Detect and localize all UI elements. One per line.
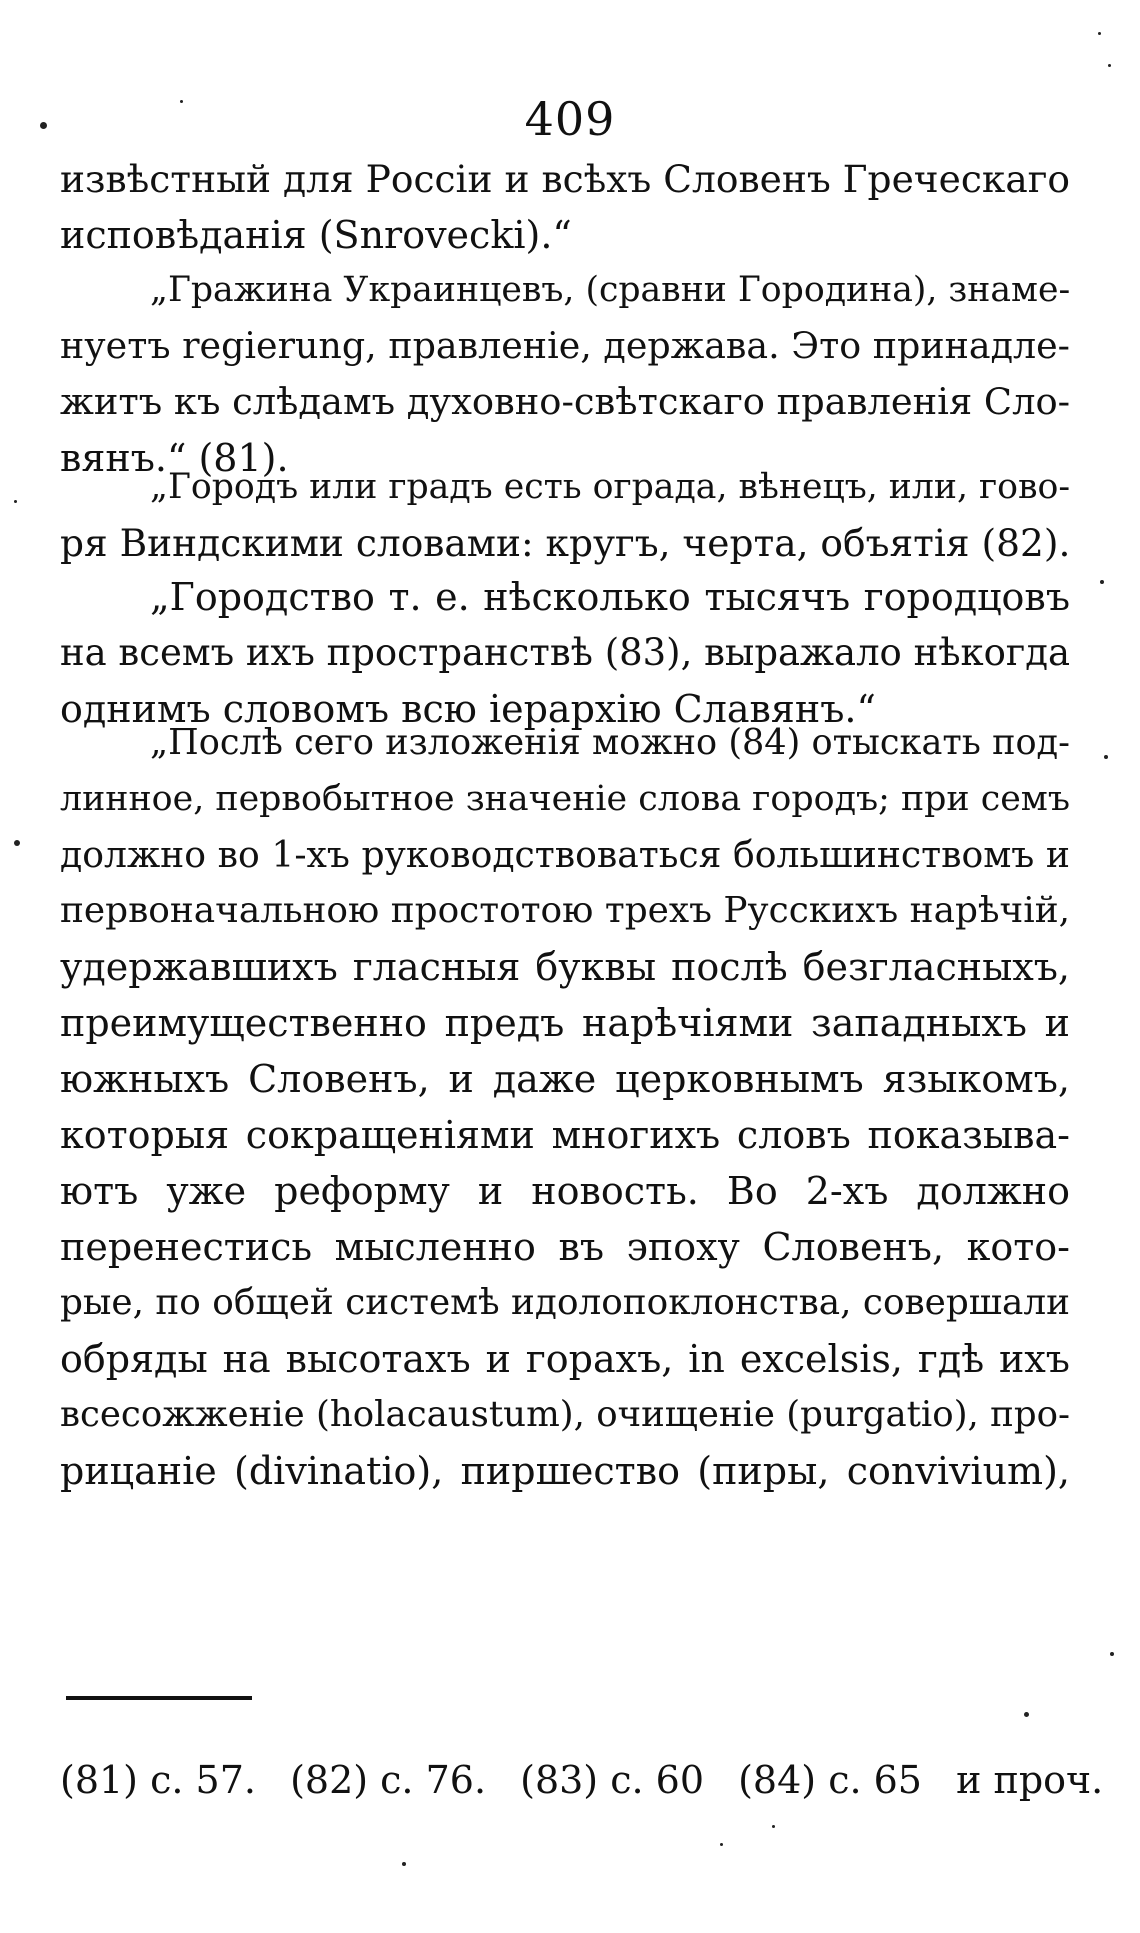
text-line: ря Виндскими словами: кругъ, черта, объятія (82). (60, 521, 1071, 565)
text-line: на всемъ ихъ пространствѣ (83), выражало нѣкогда (60, 631, 1071, 674)
paragraph-2 (60, 262, 1070, 486)
scan-speck (1108, 64, 1111, 67)
text-line: рицаніе (divinatio), пиршество (пиры, convivium), (60, 1449, 1070, 1493)
text-line: „Городъ или градъ есть ограда, вѣнецъ, или, гово- (150, 467, 1071, 507)
text-line: всесожженіе (holacaustum), очищеніе (purgatio), про- (60, 1394, 1070, 1435)
scan-speck (1110, 1652, 1114, 1656)
scan-speck (14, 500, 17, 503)
text-line: обряды на высотахъ и горахъ, in excelsis, гдѣ ихъ (60, 1337, 1070, 1381)
scan-speck (1100, 580, 1104, 584)
scan-speck (772, 1825, 775, 1828)
footnote-82: (82) с. 76. (290, 1758, 487, 1802)
paragraph-4 (60, 569, 1070, 737)
scan-speck (1104, 755, 1108, 759)
scan-speck (180, 100, 183, 103)
text-line: ютъ уже реформу и новость. Во 2-хъ должно (60, 1169, 1070, 1213)
text-line: вянъ.“ (81). (60, 436, 289, 480)
page-number: 409 (524, 92, 616, 146)
paragraph-5 (60, 715, 1070, 1499)
text-line: первоначальною простотою трехъ Русскихъ нарѣчій, (60, 890, 1070, 931)
text-line: исповѣданія (Snrovecki).“ (60, 213, 572, 257)
paragraph-1 (60, 151, 1070, 263)
scan-speck (1024, 1712, 1029, 1717)
text-line: которыя сокращеніями многихъ словъ показыва- (60, 1113, 1070, 1157)
text-line: „Гражина Украинцевъ, (сравни Городина), знаме- (150, 270, 1071, 310)
scan-speck (1098, 32, 1101, 35)
text-line: удержавшихъ гласныя буквы послѣ безгласныхъ, (60, 945, 1070, 989)
footnote-etc: и проч. (956, 1758, 1104, 1802)
text-line: южныхъ Словенъ, и даже церковнымъ языкомъ, (60, 1057, 1070, 1101)
text-line: рые, по общей системѣ идолопоклонства, совершали (60, 1282, 1070, 1323)
text-line: „Послѣ сего изложенія можно (84) отыскать под- (150, 722, 1070, 763)
footnote-divider (66, 1696, 252, 1700)
scan-speck (40, 122, 47, 129)
paragraph-3 (60, 459, 1070, 571)
footnotes (60, 1758, 1103, 1802)
footnote-81: (81) с. 57. (60, 1758, 256, 1802)
text-line: однимъ словомъ всю іерархію Славянъ.“ (60, 687, 876, 731)
scan-speck (402, 1862, 406, 1866)
text-line: житъ къ слѣдамъ духовно-свѣтскаго правленія Сло- (60, 380, 1071, 423)
scan-speck (14, 840, 20, 846)
text-line: нуетъ regierung, правленіе, держава. Это принадле- (60, 324, 1070, 367)
footnote-83: (83) с. 60 (520, 1758, 705, 1802)
footnote-84: (84) с. 65 (738, 1758, 922, 1802)
text-line: перенестись мысленно въ эпоху Словенъ, кото- (60, 1225, 1070, 1269)
text-line: преимущественно предъ нарѣчіями западныхъ и (60, 1001, 1070, 1045)
text-line: должно во 1-хъ руководствоваться большинствомъ и (60, 833, 1070, 876)
text-line: линное, первобытное значеніе слова городъ; при семъ (60, 779, 1070, 819)
text-line: „Городство т. е. нѣсколько тысячъ городцовъ (150, 575, 1070, 619)
text-line: извѣстный для Россіи и всѣхъ Словенъ Греческаго (60, 157, 1070, 201)
scan-speck (720, 1843, 723, 1846)
